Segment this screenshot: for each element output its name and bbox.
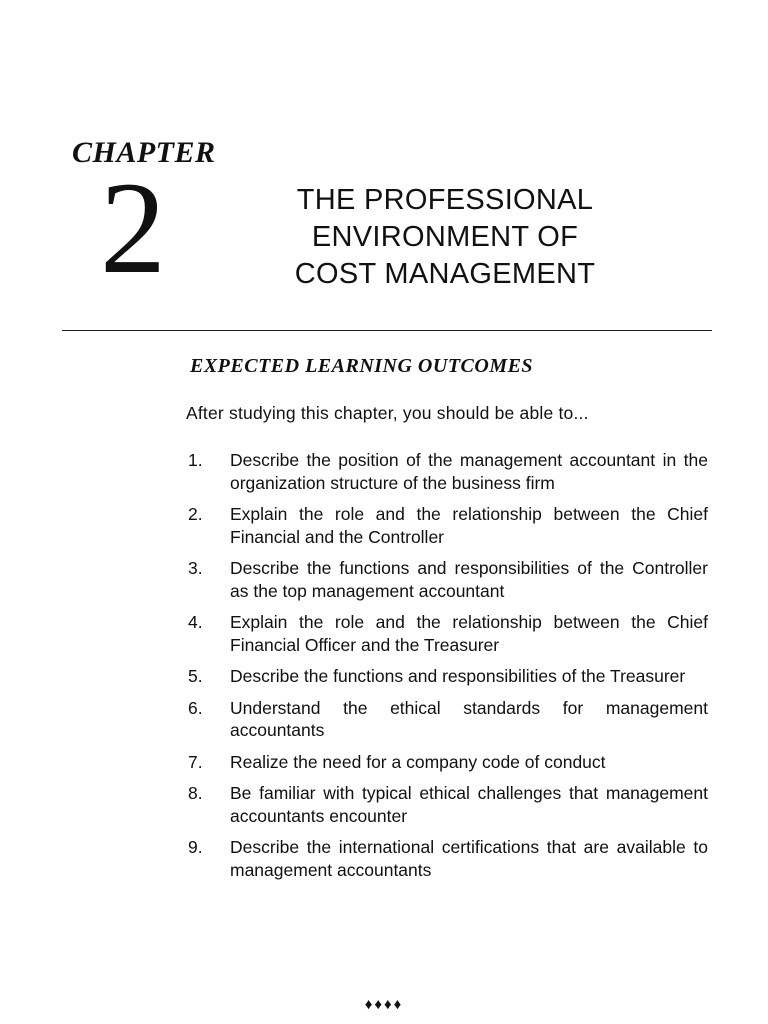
list-item-text: Explain the role and the relationship between the Chief Financial Officer and the Treasurer [230, 612, 708, 655]
list-item-text: Describe the functions and responsibilities of the Treasurer [230, 666, 686, 686]
list-item-number: 5. [188, 666, 203, 686]
list-item-text: Explain the role and the relationship between the Chief Financial and the Controller [230, 504, 708, 547]
list-item-number: 4. [188, 612, 203, 632]
chapter-label: CHAPTER [72, 136, 216, 169]
list-item-number: 3. [188, 558, 203, 578]
chapter-title-line: THE PROFESSIONAL [296, 184, 594, 216]
list-item-text: Be familiar with typical ethical challenges that management accountants encounter [230, 783, 708, 826]
list-item [188, 782, 708, 827]
list-item-text: Understand the ethical standards for management accountants [230, 697, 708, 740]
list-item [188, 449, 708, 494]
list-item-number: 7. [188, 751, 203, 772]
chapter-number: 2 [100, 154, 166, 301]
list-item-number: 2. [188, 504, 203, 524]
list-item-text: Realize the need for a company code of conduct [230, 751, 606, 772]
list-item [188, 503, 708, 548]
list-item [188, 697, 708, 742]
outcomes-list [188, 449, 708, 890]
list-item-number: 6. [188, 697, 203, 718]
intro-text: After studying this chapter, you should be able to... [186, 403, 589, 423]
list-item [188, 611, 708, 656]
list-item [188, 557, 708, 602]
list-item-number: 8. [188, 783, 203, 803]
list-item-text: Describe the functions and responsibilities of the Controller as the top management accountant [230, 558, 708, 601]
list-item [188, 665, 708, 688]
list-item-number: 9. [188, 837, 203, 857]
section-heading: EXPECTED LEARNING OUTCOMES [190, 355, 534, 377]
horizontal-rule [62, 330, 712, 331]
list-item-number: 1. [188, 450, 203, 470]
list-item [188, 836, 708, 881]
chapter-title [270, 182, 620, 293]
end-of-page-ornament: ♦♦♦♦ [364, 996, 404, 1013]
list-item-text: Describe the international certifications that are available to management accountants [230, 837, 708, 880]
list-item [188, 751, 708, 774]
list-item-text: Describe the position of the management accountant in the organization structure of the business firm [230, 450, 708, 493]
chapter-title-line: COST MANAGEMENT [294, 258, 596, 290]
chapter-title-line: ENVIRONMENT OF [311, 221, 579, 253]
